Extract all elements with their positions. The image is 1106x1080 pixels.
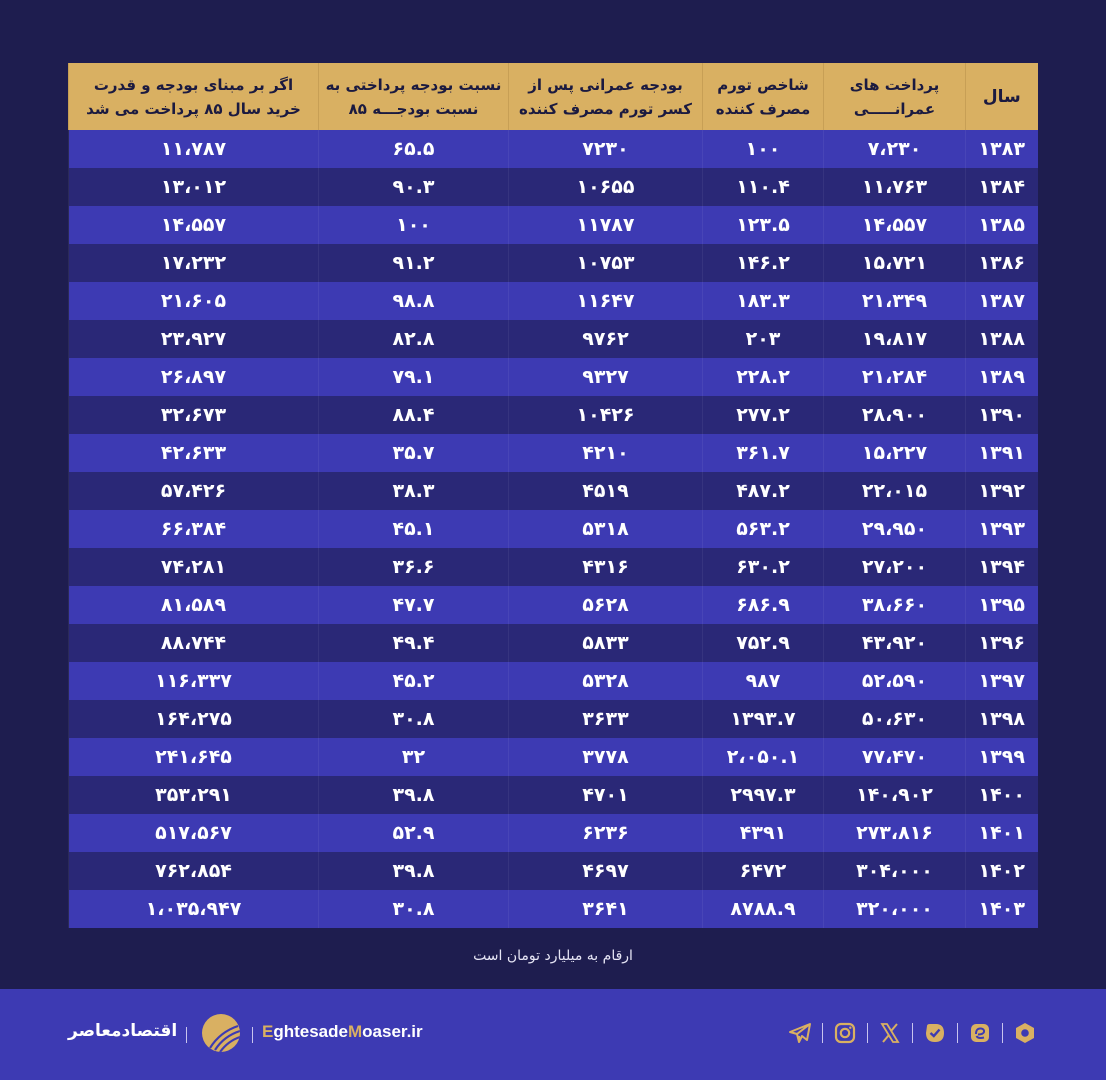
- table-row: [69, 472, 1038, 510]
- cell-payments: ۲۷۳،۸۱۶: [824, 814, 966, 852]
- cell-cpi: ۵۶۳.۲: [703, 510, 824, 548]
- cell-real-budget: ۴۶۹۷: [509, 852, 703, 890]
- cell-ratio-85: ۹۰.۳: [319, 168, 509, 206]
- social-divider: [1002, 1023, 1003, 1043]
- table-row: [69, 434, 1038, 472]
- cell-cpi: ۱۱۰.۴: [703, 168, 824, 206]
- cell-payments: ۲۲،۰۱۵: [824, 472, 966, 510]
- cell-ratio-85: ۴۷.۷: [319, 586, 509, 624]
- cell-payments: ۱۹،۸۱۷: [824, 320, 966, 358]
- cell-ratio-85: ۹۸.۸: [319, 282, 509, 320]
- cell-if-85-base: ۱۱،۷۸۷: [69, 130, 319, 168]
- cell-year: ۱۳۹۱: [966, 434, 1038, 472]
- cell-payments: ۱۵،۲۲۷: [824, 434, 966, 472]
- cell-cpi: ۶۴۷۲: [703, 852, 824, 890]
- cell-ratio-85: ۳۸.۳: [319, 472, 509, 510]
- cell-ratio-85: ۴۵.۲: [319, 662, 509, 700]
- table-row: [69, 738, 1038, 776]
- social-links: [786, 1019, 1039, 1047]
- table-row: [69, 852, 1038, 890]
- table-row: [69, 396, 1038, 434]
- cell-year: ۱۳۸۶: [966, 244, 1038, 282]
- cell-year: ۱۳۸۸: [966, 320, 1038, 358]
- cell-if-85-base: ۲۴۱،۶۴۵: [69, 738, 319, 776]
- footer-divider: [186, 1027, 187, 1043]
- cell-year: ۱۳۹۷: [966, 662, 1038, 700]
- cell-year: ۱۳۹۴: [966, 548, 1038, 586]
- cell-if-85-base: ۸۱،۵۸۹: [69, 586, 319, 624]
- header-if-85-base: اگر بر مبنای بودجه و قدرت خرید سال ۸۵ پرداخت می شد: [69, 63, 319, 130]
- cell-payments: ۲۱،۲۸۴: [824, 358, 966, 396]
- footer-divider: [252, 1027, 253, 1043]
- table-row: [69, 130, 1038, 168]
- cell-ratio-85: ۸۸.۴: [319, 396, 509, 434]
- cell-ratio-85: ۸۲.۸: [319, 320, 509, 358]
- cell-ratio-85: ۶۵.۵: [319, 130, 509, 168]
- eitaa-icon[interactable]: [921, 1019, 949, 1047]
- cell-year: ۱۳۸۹: [966, 358, 1038, 396]
- cell-ratio-85: ۹۱.۲: [319, 244, 509, 282]
- cell-year: ۱۳۹۵: [966, 586, 1038, 624]
- rubika-icon[interactable]: [966, 1019, 994, 1047]
- bale-icon[interactable]: [1011, 1019, 1039, 1047]
- cell-real-budget: ۵۸۳۳: [509, 624, 703, 662]
- cell-year: ۱۳۸۴: [966, 168, 1038, 206]
- header-cpi: شاخص تورم مصرف کننده: [703, 63, 824, 130]
- cell-payments: ۷۷،۴۷۰: [824, 738, 966, 776]
- cell-cpi: ۱۳۹۳.۷: [703, 700, 824, 738]
- cell-ratio-85: ۷۹.۱: [319, 358, 509, 396]
- cell-cpi: ۲۹۹۷.۳: [703, 776, 824, 814]
- cell-year: ۱۴۰۰: [966, 776, 1038, 814]
- table-row: [69, 244, 1038, 282]
- budget-table: [68, 63, 1038, 928]
- cell-ratio-85: ۳۵.۷: [319, 434, 509, 472]
- social-divider: [957, 1023, 958, 1043]
- cell-cpi: ۶۸۶.۹: [703, 586, 824, 624]
- cell-real-budget: ۱۱۷۸۷: [509, 206, 703, 244]
- cell-real-budget: ۴۷۰۱: [509, 776, 703, 814]
- cell-ratio-85: ۴۹.۴: [319, 624, 509, 662]
- header-ratio-85: نسبت بودجه پرداختی به نسبت بودجـــه ۸۵: [319, 63, 509, 130]
- cell-ratio-85: ۳۰.۸: [319, 700, 509, 738]
- cell-if-85-base: ۴۲،۶۳۳: [69, 434, 319, 472]
- header-payments: پرداخت های عمرانـــــی: [824, 63, 966, 130]
- cell-year: ۱۳۹۳: [966, 510, 1038, 548]
- cell-ratio-85: ۱۰۰: [319, 206, 509, 244]
- cell-if-85-base: ۳۲،۶۷۳: [69, 396, 319, 434]
- cell-if-85-base: ۶۶،۳۸۴: [69, 510, 319, 548]
- brand-name-fa: اقتصادمعاصر: [68, 1021, 178, 1041]
- cell-real-budget: ۹۳۲۷: [509, 358, 703, 396]
- cell-if-85-base: ۱۶۴،۲۷۵: [69, 700, 319, 738]
- header-year: سال: [966, 63, 1038, 130]
- cell-payments: ۵۲،۵۹۰: [824, 662, 966, 700]
- cell-cpi: ۲۲۸.۲: [703, 358, 824, 396]
- cell-if-85-base: ۲۱،۶۰۵: [69, 282, 319, 320]
- cell-if-85-base: ۱۳،۰۱۲: [69, 168, 319, 206]
- cell-cpi: ۳۶۱.۷: [703, 434, 824, 472]
- cell-real-budget: ۴۲۱۰: [509, 434, 703, 472]
- cell-if-85-base: ۱۷،۲۳۲: [69, 244, 319, 282]
- cell-if-85-base: ۱،۰۳۵،۹۴۷: [69, 890, 319, 928]
- table-header-row: [69, 63, 1038, 130]
- cell-real-budget: ۱۰۴۲۶: [509, 396, 703, 434]
- units-note: ارقام به میلیارد تومان است: [473, 948, 633, 964]
- cell-year: ۱۴۰۲: [966, 852, 1038, 890]
- cell-payments: ۲۹،۹۵۰: [824, 510, 966, 548]
- cell-real-budget: ۵۳۲۸: [509, 662, 703, 700]
- cell-real-budget: ۱۰۶۵۵: [509, 168, 703, 206]
- table-row: [69, 510, 1038, 548]
- cell-cpi: ۱۲۳.۵: [703, 206, 824, 244]
- cell-year: ۱۳۹۲: [966, 472, 1038, 510]
- cell-if-85-base: ۵۱۷،۵۶۷: [69, 814, 319, 852]
- telegram-icon[interactable]: [786, 1019, 814, 1047]
- cell-cpi: ۱۸۳.۳: [703, 282, 824, 320]
- cell-year: ۱۳۹۹: [966, 738, 1038, 776]
- cell-year: ۱۳۹۶: [966, 624, 1038, 662]
- instagram-icon[interactable]: [831, 1019, 859, 1047]
- cell-real-budget: ۳۷۷۸: [509, 738, 703, 776]
- cell-year: ۱۳۸۳: [966, 130, 1038, 168]
- website-link[interactable]: EghtesadeMoaser.ir: [262, 1022, 423, 1041]
- cell-if-85-base: ۱۱۶،۳۳۷: [69, 662, 319, 700]
- cell-payments: ۴۳،۹۲۰: [824, 624, 966, 662]
- cell-if-85-base: ۸۸،۷۴۴: [69, 624, 319, 662]
- cell-ratio-85: ۳۶.۶: [319, 548, 509, 586]
- cell-cpi: ۲۷۷.۲: [703, 396, 824, 434]
- cell-payments: ۵۰،۶۳۰: [824, 700, 966, 738]
- table-row: [69, 168, 1038, 206]
- social-divider: [822, 1023, 823, 1043]
- cell-if-85-base: ۲۶،۸۹۷: [69, 358, 319, 396]
- social-divider: [912, 1023, 913, 1043]
- cell-real-budget: ۳۶۳۳: [509, 700, 703, 738]
- cell-real-budget: ۷۲۳۰: [509, 130, 703, 168]
- cell-ratio-85: ۳۹.۸: [319, 852, 509, 890]
- cell-cpi: ۲،۰۵۰.۱: [703, 738, 824, 776]
- table-row: [69, 548, 1038, 586]
- cell-payments: ۱۵،۷۲۱: [824, 244, 966, 282]
- cell-if-85-base: ۵۷،۴۲۶: [69, 472, 319, 510]
- budget-table-container: [68, 63, 1037, 928]
- cell-real-budget: ۵۶۲۸: [509, 586, 703, 624]
- table-row: [69, 890, 1038, 928]
- cell-payments: ۱۴،۵۵۷: [824, 206, 966, 244]
- cell-year: ۱۴۰۳: [966, 890, 1038, 928]
- cell-if-85-base: ۳۵۳،۲۹۱: [69, 776, 319, 814]
- cell-year: ۱۳۹۰: [966, 396, 1038, 434]
- cell-year: ۱۳۸۵: [966, 206, 1038, 244]
- cell-ratio-85: ۳۰.۸: [319, 890, 509, 928]
- social-divider: [867, 1023, 868, 1043]
- cell-payments: ۷،۲۳۰: [824, 130, 966, 168]
- cell-real-budget: ۴۳۱۶: [509, 548, 703, 586]
- table-row: [69, 814, 1038, 852]
- cell-cpi: ۷۵۲.۹: [703, 624, 824, 662]
- cell-if-85-base: ۱۴،۵۵۷: [69, 206, 319, 244]
- cell-payments: ۳۰۴،۰۰۰: [824, 852, 966, 890]
- cell-year: ۱۴۰۱: [966, 814, 1038, 852]
- cell-payments: ۱۴۰،۹۰۲: [824, 776, 966, 814]
- cell-cpi: ۸۷۸۸.۹: [703, 890, 824, 928]
- cell-real-budget: ۳۶۴۱: [509, 890, 703, 928]
- cell-if-85-base: ۷۶۲،۸۵۴: [69, 852, 319, 890]
- cell-year: ۱۳۸۷: [966, 282, 1038, 320]
- x-icon[interactable]: [876, 1019, 904, 1047]
- table-row: [69, 320, 1038, 358]
- cell-real-budget: ۹۷۶۲: [509, 320, 703, 358]
- table-row: [69, 358, 1038, 396]
- cell-real-budget: ۴۵۱۹: [509, 472, 703, 510]
- cell-payments: ۲۷،۲۰۰: [824, 548, 966, 586]
- cell-ratio-85: ۳۲: [319, 738, 509, 776]
- cell-payments: ۱۱،۷۶۳: [824, 168, 966, 206]
- cell-ratio-85: ۳۹.۸: [319, 776, 509, 814]
- cell-real-budget: ۶۲۳۶: [509, 814, 703, 852]
- table-row: [69, 776, 1038, 814]
- cell-payments: ۳۸،۶۶۰: [824, 586, 966, 624]
- table-row: [69, 662, 1038, 700]
- cell-payments: ۳۲۰،۰۰۰: [824, 890, 966, 928]
- cell-real-budget: ۵۳۱۸: [509, 510, 703, 548]
- table-row: [69, 624, 1038, 662]
- header-real-budget: بودجه عمرانی پس از کسر تورم مصرف کننده: [509, 63, 703, 130]
- cell-cpi: ۶۳۰.۲: [703, 548, 824, 586]
- cell-ratio-85: ۵۲.۹: [319, 814, 509, 852]
- cell-year: ۱۳۹۸: [966, 700, 1038, 738]
- cell-ratio-85: ۴۵.۱: [319, 510, 509, 548]
- cell-real-budget: ۱۰۷۵۳: [509, 244, 703, 282]
- table-row: [69, 586, 1038, 624]
- cell-cpi: ۴۳۹۱: [703, 814, 824, 852]
- brand-logo-icon: [202, 1014, 240, 1052]
- cell-cpi: ۱۴۶.۲: [703, 244, 824, 282]
- cell-real-budget: ۱۱۶۴۷: [509, 282, 703, 320]
- cell-if-85-base: ۲۳،۹۲۷: [69, 320, 319, 358]
- table-row: [69, 282, 1038, 320]
- cell-cpi: ۲۰۳: [703, 320, 824, 358]
- cell-if-85-base: ۷۴،۲۸۱: [69, 548, 319, 586]
- table-row: [69, 206, 1038, 244]
- table-row: [69, 700, 1038, 738]
- cell-cpi: ۹۸۷: [703, 662, 824, 700]
- cell-cpi: ۱۰۰: [703, 130, 824, 168]
- cell-cpi: ۴۸۷.۲: [703, 472, 824, 510]
- cell-payments: ۲۸،۹۰۰: [824, 396, 966, 434]
- cell-payments: ۲۱،۳۴۹: [824, 282, 966, 320]
